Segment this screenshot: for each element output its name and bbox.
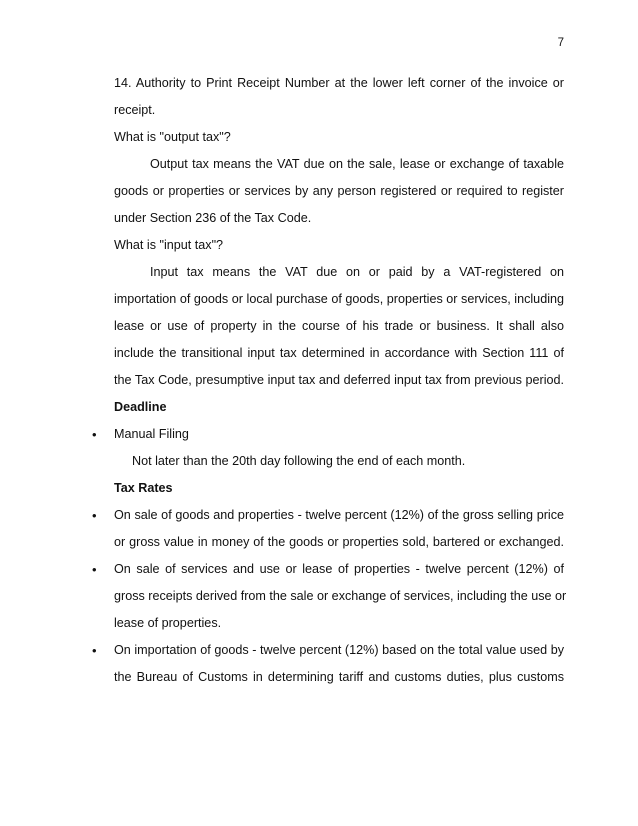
list-item-text: On importation of goods - twelve percent (12%) based on the total value used by [114, 643, 564, 657]
list-item-text: On sale of goods and properties - twelve percent (12%) of the gross selling price [114, 508, 564, 522]
paragraph-line: receipt. [114, 103, 156, 117]
page-number: 7 [557, 37, 564, 49]
question-heading-input-tax: What is "input tax"? [114, 238, 224, 252]
list-item-text: Manual Filing [114, 427, 189, 441]
bullet-icon: • [92, 562, 97, 577]
paragraph-line: Output tax means the VAT due on the sale, lease or exchange of taxable [150, 157, 564, 171]
bullet-icon: • [92, 427, 97, 442]
paragraph-line: lease or use of property in the course of his trade or business. It shall also [114, 319, 564, 333]
paragraph-line: importation of goods or local purchase of goods, properties or services, including [114, 292, 564, 306]
list-item [92, 502, 564, 529]
document-body [92, 70, 567, 691]
paragraph-line: goods or properties or services by any person registered or required to register [114, 184, 564, 198]
bullet-icon: • [92, 643, 97, 658]
paragraph-line: the Tax Code, presumptive input tax and deferred input tax from previous period. [114, 373, 564, 387]
paragraph-line: Input tax means the VAT due on or paid by a VAT-registered on [150, 265, 564, 279]
section-heading-tax-rates: Tax Rates [114, 481, 173, 495]
question-heading-output-tax: What is "output tax"? [114, 130, 231, 144]
list-item-text: On sale of services and use or lease of properties - twelve percent (12%) of [114, 562, 564, 576]
list-item [92, 556, 564, 583]
paragraph-line: or gross value in money of the goods or properties sold, bartered or exchanged. [114, 535, 564, 549]
paragraph-line: include the transitional input tax determined in accordance with Section 111 of [114, 346, 564, 360]
paragraph-line: lease of properties. [114, 616, 222, 630]
list-item [92, 421, 564, 448]
paragraph-line: 14. Authority to Print Receipt Number at the lower left corner of the invoice or [114, 76, 564, 90]
paragraph-line: under Section 236 of the Tax Code. [114, 211, 312, 225]
bullet-icon: • [92, 508, 97, 523]
section-heading-deadline: Deadline [114, 400, 167, 414]
list-item [92, 637, 564, 664]
paragraph-line: gross receipts derived from the sale or exchange of services, including the use or [114, 589, 567, 603]
paragraph-line: the Bureau of Customs in determining tariff and customs duties, plus customs [114, 670, 564, 684]
paragraph-line: Not later than the 20th day following the end of each month. [132, 454, 466, 468]
